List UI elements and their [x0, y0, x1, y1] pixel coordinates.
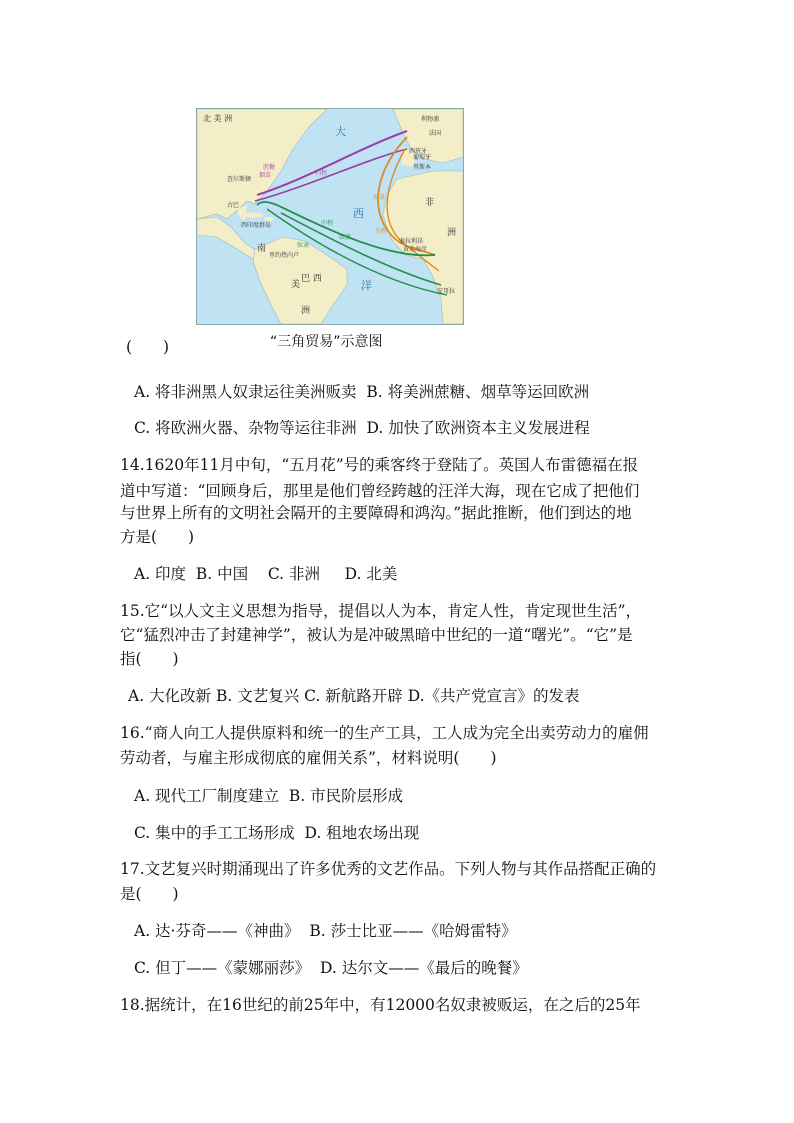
q16-options-line2: C. 集中的手工工场形成 D. 租地农场出现	[134, 824, 420, 842]
q14-stem-line1: 14.1620年11月中旬，“五月花”号的乘客终于登陆了。英国人布雷德福在报	[120, 456, 639, 474]
label-cuba: 古巴	[227, 202, 240, 209]
q17-stem-line1: 17.文艺复兴时期涌现出了许多优秀的文艺作品。下列人物与其作品搭配正确的	[120, 860, 657, 878]
map-caption: “三角贸易”示意图	[270, 334, 383, 350]
q17-options-line1: A. 达·芬奇——《神曲》 B. 莎士比亚——《哈姆雷特》	[134, 922, 517, 940]
label-cargo-5: 奴隶	[297, 242, 310, 249]
q15-stem-line1: 15.它“以人文主义思想为指导，提倡以人为本，肯定人性，肯定现世生活”，	[120, 602, 642, 620]
q17-stem-line2: 是( )	[120, 885, 179, 903]
label-atlantic-1: 大	[335, 125, 346, 138]
label-north-america: 北 美 洲	[203, 114, 233, 123]
cuba-island	[243, 213, 263, 218]
label-cargo-3: 奴隶	[339, 234, 352, 241]
label-south-3: 巴 西	[301, 274, 322, 284]
q16-stem-line2: 劳动者，与雇主形成彻底的雇佣关系”，材料说明( )	[120, 749, 497, 767]
hispaniola-island	[264, 217, 274, 221]
label-charleston: 查尔斯顿	[227, 176, 252, 183]
label-france: 法国	[429, 130, 442, 137]
label-cargo-2: 烟草	[259, 172, 272, 179]
label-south-4: 洲	[301, 306, 311, 316]
label-sierra: 塞拉利昂	[399, 238, 424, 245]
q15-options: A. 大化改新 B. 文艺复兴 C. 新航路开辟 D.《共产党宣言》的发表	[128, 687, 580, 705]
label-cargo-4: 奴隶	[373, 194, 386, 201]
label-atlantic-2: 西	[353, 207, 364, 220]
q13-options-line1: A. 将非洲黑人奴隶运往美洲贩卖 B. 将美洲蔗糖、烟草等运回欧洲	[134, 383, 590, 401]
q13-answer-blank: ( )	[126, 338, 170, 356]
q14-stem-line3: 与世界上所有的文明社会隔开的主要障碍和鸿沟。”据此推断，他们到达的地	[120, 504, 632, 522]
map-drawing	[197, 109, 463, 324]
q14-stem-line4: 方是( )	[120, 528, 195, 546]
label-gold-coast: 黄金海岸	[403, 246, 428, 253]
q18-stem-line1: 18.据统计，在16世纪的前25年中，有12000名奴隶被贩运，在之后的25年	[120, 996, 641, 1014]
label-route-return: 归程	[315, 170, 328, 177]
label-cargo-1: 蔗糖	[263, 164, 276, 171]
q13-options-line2: C. 将欧洲火器、杂物等运往非洲 D. 加快了欧洲资本主义发展进程	[134, 419, 590, 437]
label-west-indies: 西印度群岛	[241, 222, 272, 229]
label-atlantic-3: 洋	[361, 279, 372, 292]
q16-stem-line1: 16.“商人向工人提供原料和统一的生产工具，工人成为完全出卖劳动力的雇佣	[120, 724, 649, 742]
triangle-trade-map	[196, 108, 464, 325]
label-route-out: 出程	[375, 228, 388, 235]
label-lisbon: 里斯本	[413, 164, 432, 171]
label-south-2: 美	[291, 280, 301, 290]
label-route-middle: 中程	[321, 220, 334, 227]
q16-options-line1: A. 现代工厂制度建立 B. 市民阶层形成	[134, 787, 404, 805]
q15-stem-line2: 它“猛烈冲击了封建神学”，被认为是冲破黑暗中世纪的一道“曙光”。“它”是	[120, 626, 633, 644]
q17-options-line2: C. 但丁——《蒙娜丽莎》 D. 达尔文——《最后的晚餐》	[134, 959, 528, 977]
label-portugal: 葡萄牙	[413, 154, 432, 161]
q14-stem-line2: 道中写道：“回顾身后，那里是他们曾经跨越的汪洋大海，现在它成了把他们	[120, 482, 640, 500]
label-africa-2: 洲	[447, 228, 457, 238]
q15-stem-line3: 指( )	[120, 650, 179, 668]
label-angola: 安哥拉	[437, 288, 456, 295]
label-liverpool: 利物浦	[421, 116, 440, 123]
label-south-1: 南	[257, 244, 267, 254]
label-spain: 西班牙	[409, 148, 428, 155]
label-rio: 里约热内卢	[269, 252, 300, 259]
label-africa: 非	[425, 198, 435, 208]
q14-options: A. 印度 B. 中国 C. 非洲 D. 北美	[134, 565, 398, 583]
